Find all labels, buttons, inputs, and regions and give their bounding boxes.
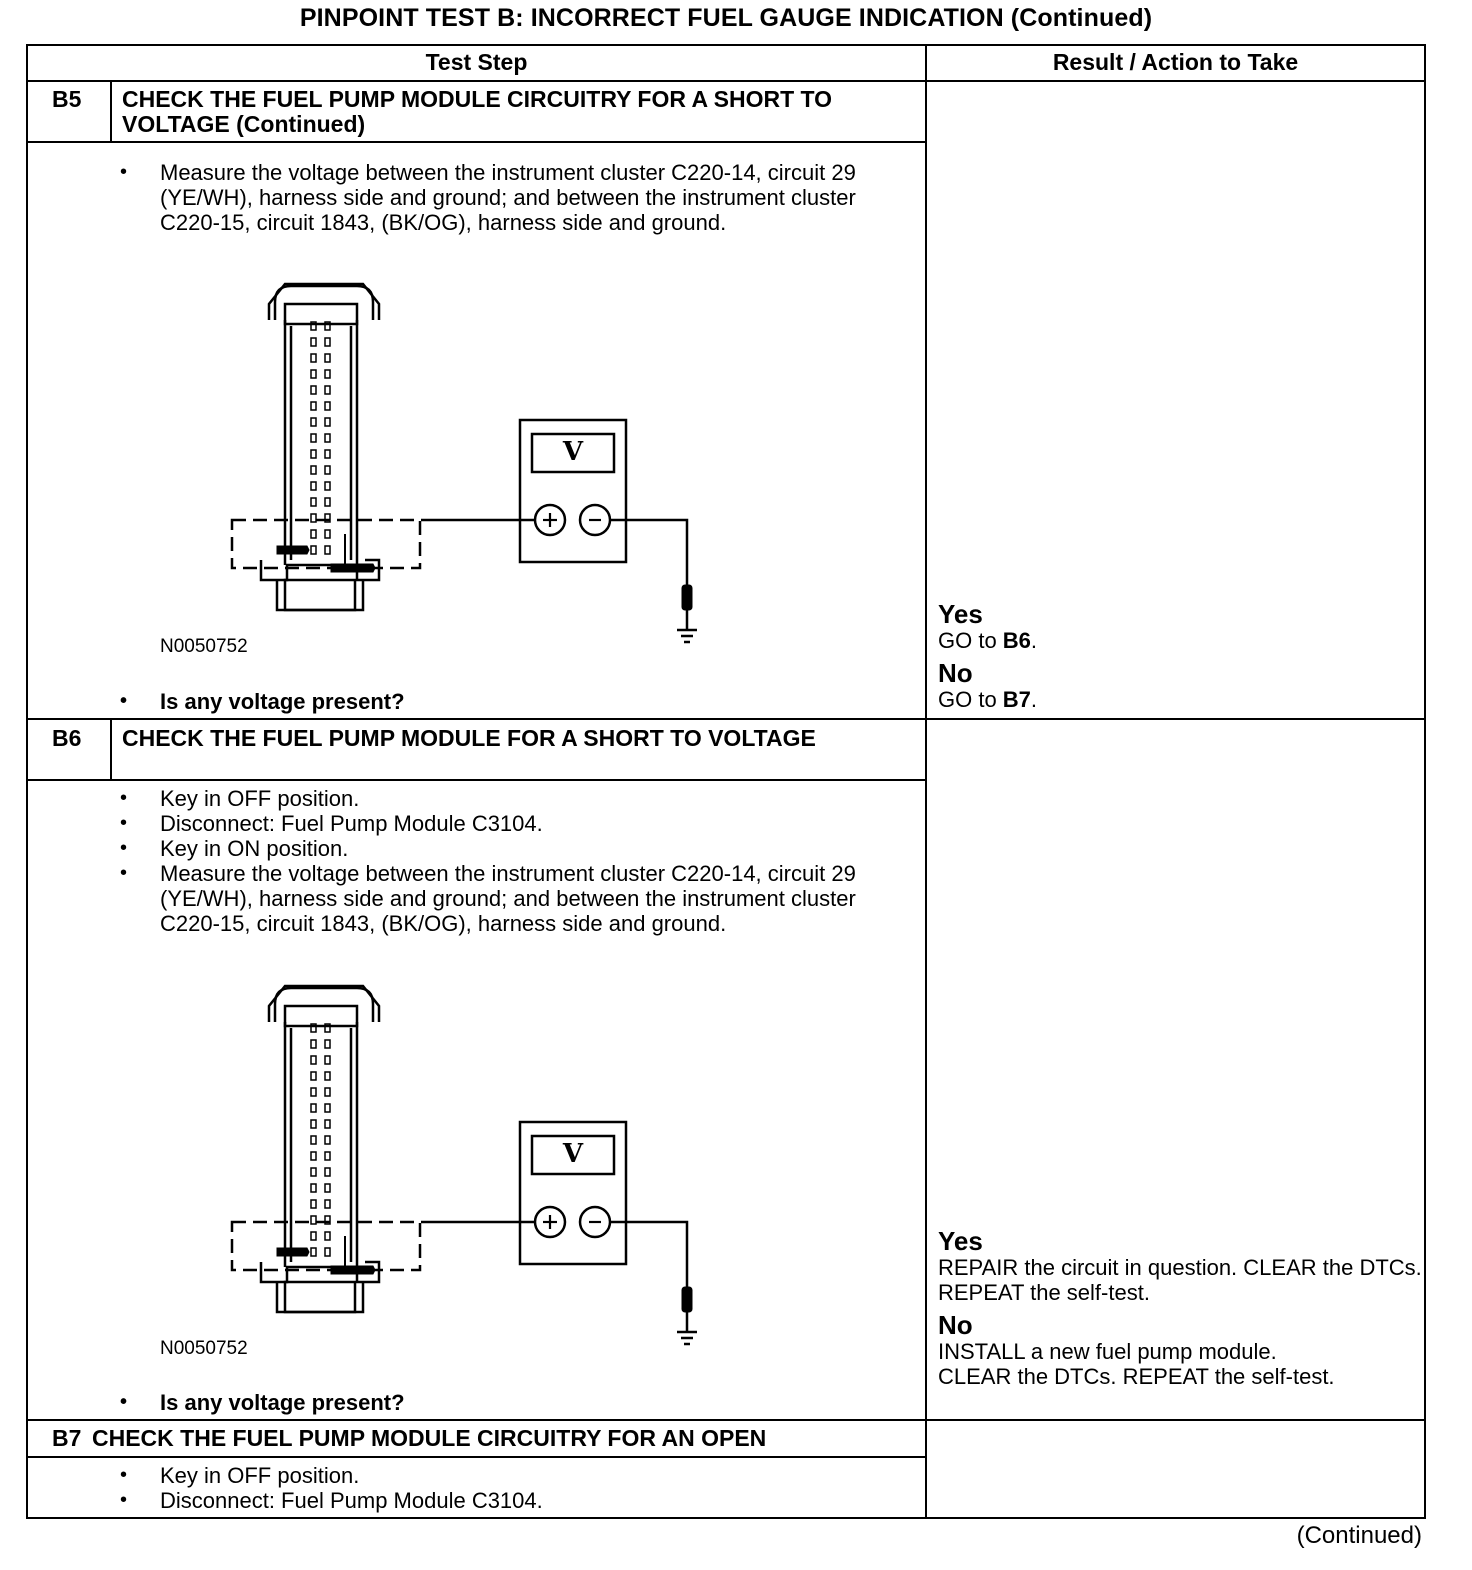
instruction-list	[120, 160, 900, 235]
step-id: B6	[52, 725, 82, 751]
step-title	[92, 1426, 912, 1451]
result-label-yes: Yes	[938, 599, 983, 629]
result-label-no: No	[938, 658, 973, 688]
meter-label: V	[562, 1139, 584, 1169]
page-title: PINPOINT TEST B: INCORRECT FUEL GAUGE INDICATION (Continued)	[299, 4, 1153, 32]
meter-label: V	[562, 437, 584, 467]
step-id: B5	[52, 86, 82, 112]
result-action-yes: REPAIR the circuit in question. CLEAR the DTCs. REPEAT the self-test.	[938, 1255, 1422, 1305]
result-action-no	[938, 687, 1418, 712]
instruction-item: • Disconnect: Fuel Pump Module C3104.	[120, 1488, 900, 1513]
result-block	[938, 1227, 1422, 1395]
question-list	[120, 1390, 900, 1415]
step-reference: B6	[1002, 628, 1031, 653]
question-list	[120, 689, 900, 714]
step-id: B7	[52, 1425, 82, 1451]
instruction-item: • Disconnect: Fuel Pump Module C3104.	[120, 811, 900, 836]
continued-note: (Continued)	[1296, 1522, 1422, 1549]
instruction-item: • Measure the voltage between the instrument cluster C220-14, circuit 29 (YE/WH), harness side and ground; and between the instrument cluster C220-15, circuit 1843, (BK/OG), harness side and ground.	[120, 160, 900, 235]
question-item: • Is any voltage present?	[120, 689, 900, 714]
step-title-text: CHECK THE FUEL PUMP MODULE CIRCUITRY FOR AN OPEN	[92, 1425, 767, 1451]
result-action-yes	[938, 628, 1418, 653]
voltmeter-connector-diagram	[225, 280, 715, 650]
result-label-no: No	[938, 1310, 973, 1340]
result-label-yes: Yes	[938, 1226, 983, 1256]
step-reference: B7	[1002, 687, 1031, 712]
result-action-no: INSTALL a new fuel pump module. CLEAR the DTCs. REPEAT the self-test.	[938, 1339, 1335, 1389]
figure-id: N0050752	[160, 1338, 248, 1359]
header-result: Result / Action to Take	[1052, 49, 1299, 75]
instruction-item: • Key in ON position.	[120, 836, 900, 861]
instruction-list	[120, 1463, 900, 1513]
instruction-item: • Measure the voltage between the instrument cluster C220-14, circuit 29 (YE/WH), harness side and ground; and between the instrument cluster C220-15, circuit 1843, (BK/OG), harness side and ground.	[120, 861, 900, 936]
figure-id: N0050752	[160, 636, 248, 657]
question-item: • Is any voltage present?	[120, 1390, 900, 1415]
step-title: CHECK THE FUEL PUMP MODULE FOR A SHORT TO VOLTAGE	[122, 725, 816, 751]
step-title: CHECK THE FUEL PUMP MODULE CIRCUITRY FOR A SHORT TO VOLTAGE (Continued)	[122, 86, 833, 137]
action-suffix: .	[1030, 687, 1038, 712]
instruction-list	[120, 786, 900, 936]
action-suffix: .	[1030, 628, 1038, 653]
result-block	[938, 600, 1418, 718]
action-text: GO to	[938, 687, 1003, 712]
instruction-item: • Key in OFF position.	[120, 1463, 900, 1488]
header-test-step: Test Step	[425, 49, 528, 75]
action-text: GO to	[938, 628, 1003, 653]
voltmeter-connector-diagram	[225, 982, 715, 1352]
instruction-item: • Key in OFF position.	[120, 786, 900, 811]
